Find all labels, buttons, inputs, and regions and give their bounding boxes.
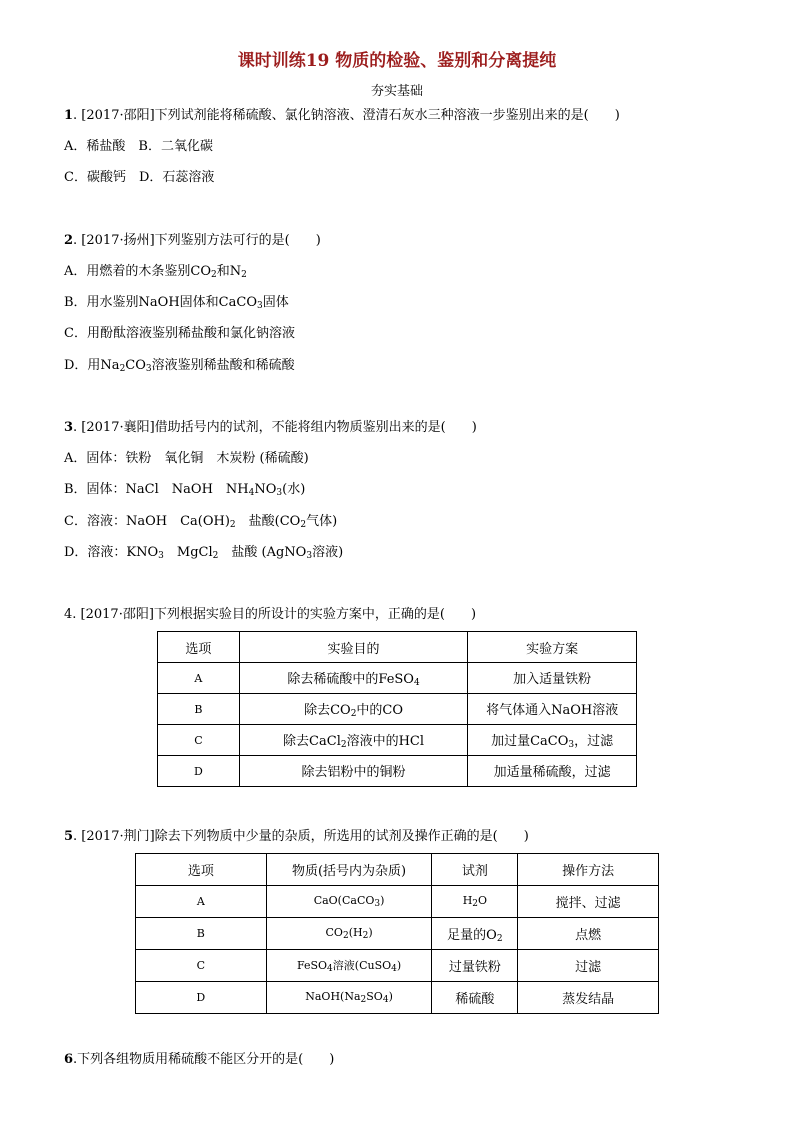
- table-header-row: [136, 854, 659, 886]
- option-cell: C: [136, 950, 267, 982]
- question-1-stem: 1. [2017·邵阳]下列试剂能将稀硫酸、氯化钠溶液、澄清石灰水三种溶液一步鉴别出来的是( ): [64, 108, 620, 123]
- substance-cell: FeSO$_4$溶液(CuSO$_4$): [266, 950, 432, 982]
- table-header-cell: 选项: [158, 632, 240, 663]
- question-6-stem: 6.下列各组物质用稀硫酸不能区分开的是( ): [64, 1052, 335, 1067]
- substance-cell: $NaOH(Na_2SO_4)$: [266, 982, 432, 1014]
- table-header-cell: 实验目的: [239, 632, 467, 663]
- option-cell: C: [158, 725, 240, 756]
- question-3-option-b: B．固体：NaCl NaOH $NH_4NO_3$(水): [64, 482, 306, 498]
- goal-cell: 除去CaCl$_2$溶液中的HCl: [239, 725, 467, 756]
- question-1-options-cd: C．碳酸钙 D．石蕊溶液: [64, 170, 215, 185]
- goal-cell: 除去铝粉中的铜粉: [239, 756, 467, 787]
- table-row: [158, 694, 637, 725]
- table-header-cell: 实验方案: [468, 632, 637, 663]
- page-title: 课时训练19 物质的检验、鉴别和分离提纯: [237, 51, 557, 71]
- table-header-cell: 物质(括号内为杂质): [266, 854, 432, 886]
- option-cell: D: [158, 756, 240, 787]
- table-row: [158, 663, 637, 694]
- option-cell: D: [136, 982, 267, 1014]
- option-cell: A: [136, 886, 267, 918]
- table-header-cell: 选项: [136, 854, 267, 886]
- table-header-cell: 试剂: [432, 854, 518, 886]
- section-subtitle: 夯实基础: [370, 84, 423, 99]
- plan-cell: 加适量稀硫酸，过滤: [468, 756, 637, 787]
- table-row: [136, 918, 659, 950]
- question-2-number: 2: [64, 233, 74, 248]
- table-row: [136, 982, 659, 1014]
- operation-cell: 蒸发结晶: [518, 982, 659, 1014]
- substance-cell: $CO_2(H_2)$: [266, 918, 432, 950]
- question-2-option-b: B．用水鉴别NaOH固体和CaCO$_3$固体: [64, 295, 289, 311]
- question-3-option-c: C．溶液：NaOH $Ca(OH)_2$ 盐酸($CO_2$气体): [64, 514, 338, 530]
- table-header-row: [158, 632, 637, 663]
- option-cell: B: [158, 694, 240, 725]
- plan-cell: 加入适量铁粉: [468, 663, 637, 694]
- table-row: [136, 950, 659, 982]
- reagent-cell: 过量铁粉: [432, 950, 518, 982]
- question-1-number: 1: [64, 108, 74, 123]
- question-5-table: [135, 853, 659, 1014]
- operation-cell: 点燃: [518, 918, 659, 950]
- question-4-table: [157, 631, 637, 787]
- table-header-cell: 操作方法: [518, 854, 659, 886]
- plan-cell: 加过量CaCO$_3$，过滤: [468, 725, 637, 756]
- question-2-stem: 2. [2017·扬州]下列鉴别方法可行的是( ): [64, 233, 321, 248]
- question-2-option-d: D．用$Na_2CO_3$溶液鉴别稀盐酸和稀硫酸: [64, 358, 295, 374]
- reagent-cell: 足量的$O_2$: [432, 918, 518, 950]
- question-3-number: 3: [64, 420, 74, 435]
- substance-cell: CaO(CaCO$_3$): [266, 886, 432, 918]
- plan-cell: 将气体通入NaOH溶液: [468, 694, 637, 725]
- question-3-stem: 3. [2017·襄阳]借助括号内的试剂，不能将组内物质鉴别出来的是( ): [64, 420, 477, 435]
- goal-cell: 除去稀硫酸中的FeSO$_4$: [239, 663, 467, 694]
- question-4-stem: 4. [2017·邵阳]下列根据实验目的所设计的实验方案中，正确的是( ): [64, 607, 477, 622]
- question-6-number: 6: [64, 1052, 74, 1067]
- operation-cell: 搅拌、过滤: [518, 886, 659, 918]
- reagent-cell: $H_2O$: [432, 886, 518, 918]
- table-row: [136, 886, 659, 918]
- option-cell: A: [158, 663, 240, 694]
- question-5-stem: 5. [2017·荆门]除去下列物质中少量的杂质，所选用的试剂及操作正确的是( ): [64, 829, 529, 844]
- question-3-option-a: A．固体：铁粉 氧化铜 木炭粉 (稀硫酸): [64, 451, 309, 466]
- question-5-number: 5: [64, 829, 74, 844]
- goal-cell: 除去$CO_2$中的CO: [239, 694, 467, 725]
- question-2-option-c: C．用酚酞溶液鉴别稀盐酸和氯化钠溶液: [64, 326, 295, 341]
- operation-cell: 过滤: [518, 950, 659, 982]
- option-cell: B: [136, 918, 267, 950]
- question-1-options-ab: A．稀盐酸 B．二氧化碳: [64, 139, 213, 154]
- reagent-cell: 稀硫酸: [432, 982, 518, 1014]
- table-row: [158, 756, 637, 787]
- question-3-option-d: D．溶液：$KNO_3$ MgCl$_2$ 盐酸 (AgNO$_3$溶液): [64, 545, 344, 561]
- question-2-option-a: A．用燃着的木条鉴别$CO_2$和$N_2$: [64, 264, 247, 280]
- table-row: [158, 725, 637, 756]
